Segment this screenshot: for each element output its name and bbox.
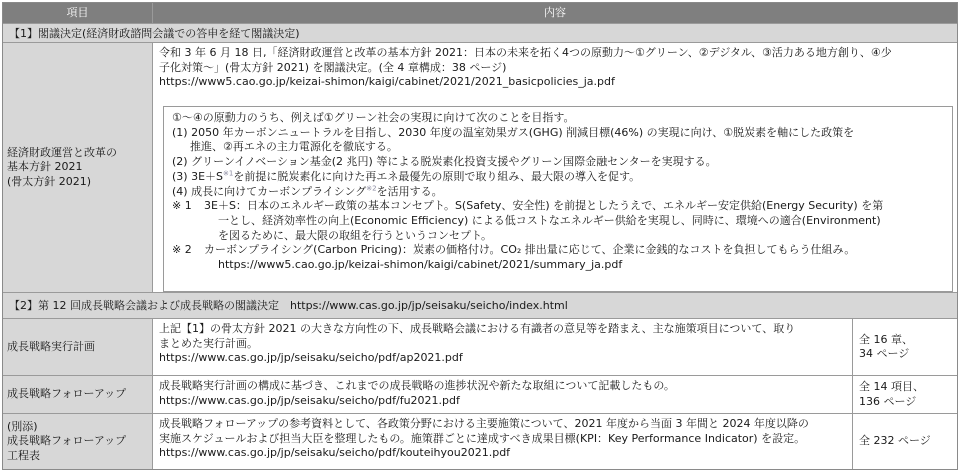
footnote-2-text: カーボンプライシング(Carbon Pricing)：炭素の価格付け。CO₂ 排出量に応じて、企業に金銭的なコストを負担してもらう仕組み。	[204, 243, 856, 257]
row-content-schedule	[153, 414, 853, 469]
label-line: 成長戦略フォローアップ	[7, 387, 127, 401]
box-item-3	[172, 170, 944, 185]
footnote-2-mark: ※ 2	[172, 243, 192, 257]
box-item-2: (2) グリーンイノベーション基金(2 兆円) 等による脱炭素化投資支援やグリーン国際金融センターを実現する。	[172, 155, 717, 169]
intro-line: 令和 3 年 6 月 18 日,「経済財政運営と改革の基本方針 2021：日本の未来を拓く4つの原動力～①グリーン、②デジタル、③活力ある地方創り、④少	[159, 46, 892, 59]
box-item-1: (1) 2050 年カーボンニュートラルを目指し、2030 年度の温室効果ガス(GHG) 削減目標(46%) の実現に向け、①脱炭素を軸にした政策を	[172, 125, 855, 139]
label-line: 成長戦略実行計画	[7, 339, 95, 353]
green-society-box	[163, 106, 953, 292]
label-line: (別添)	[7, 419, 38, 433]
section1-label	[3, 43, 153, 293]
row-content-follow-up	[153, 376, 853, 414]
label-line: 工程表	[7, 448, 40, 462]
item3-text-post: を前提に脱炭素化に向けた再エネ最優先の原則で取り組み、最大限の導入を促す。	[233, 169, 641, 183]
footnote-2	[172, 243, 944, 258]
meta-line: 34 ページ	[859, 347, 910, 360]
policy-table	[2, 2, 958, 470]
basic-policy-link[interactable]: https://www5.cao.go.jp/keizai-shimon/kaigi/cabinet/2021/2021_basicpolicies_ja.pdf	[159, 75, 615, 88]
summary-link[interactable]: https://www5.cao.go.jp/keizai-shimon/kaigi/cabinet/2021/summary_ja.pdf	[218, 258, 623, 272]
footnote-1-text: 3E＋S：日本のエネルギー政策の基本コンセプト。S(Safety、安全性) を前提としたうえで、エネルギー安定供給(Energy Security) を第	[204, 199, 884, 213]
label-line: 成長戦略フォローアップ	[7, 434, 127, 448]
intro-line: 子化対策～」(骨太方針 2021) を閣議決定。(全 4 章構成：38 ページ)	[159, 60, 507, 74]
row-meta-action-plan	[853, 319, 957, 376]
item4-text: (4) 成長に向けてカーボンプライシング	[172, 184, 367, 198]
header-content: 内容	[153, 3, 957, 24]
row-label-follow-up	[3, 376, 153, 414]
item3-text: (3) 3E＋S	[172, 169, 224, 183]
row-meta-schedule	[853, 414, 957, 469]
content-line: 成長戦略実行計画の構成に基づき、これまでの成長戦略の進捗状況や新たな取組について記載したもの。	[159, 379, 675, 392]
footnote-1	[172, 199, 944, 214]
follow-up-link[interactable]: https://www.cas.go.jp/jp/seisaku/seicho/pdf/fu2021.pdf	[159, 393, 460, 407]
row-meta-follow-up	[853, 376, 957, 414]
item4-text-post: を活用する。	[376, 184, 443, 198]
section2-title: 【2】第 12 回成長戦略会議および成長戦略の閣議決定 https://www.cas.go.jp/jp/seisaku/seicho/index.html	[3, 293, 957, 319]
content-line: 成長戦略フォローアップの参考資料として、各政策分野における主要施策について、2021 年度から当面 3 年間と 2024 年度以降の	[159, 417, 809, 430]
meta-line: 全 14 項目、	[859, 380, 924, 393]
row-content-action-plan	[153, 319, 853, 376]
box-lead: ①～④の原動力のうち、例えば①グリーン社会の実現に向けて次のことを目指す。	[172, 111, 575, 124]
header-item: 項目	[3, 3, 153, 24]
footnote-ref-2: ※2	[366, 183, 377, 192]
footnote-1-cont: を図るために、最大限の取組を行うというコンセプト。	[218, 228, 493, 242]
content-line: まとめた実行計画。	[159, 336, 258, 350]
row-label-schedule	[3, 414, 153, 469]
section1-title: 【1】閣議決定(経済財政諮問会議での答申を経て閣議決定)	[3, 24, 957, 43]
row-label-action-plan	[3, 319, 153, 376]
meta-line: 136 ページ	[859, 394, 917, 408]
footnote-1-mark: ※ 1	[172, 199, 192, 213]
label-line: (骨太方針 2021)	[7, 174, 92, 188]
meta-line: 全 16 章、	[859, 332, 913, 346]
label-line: 経済財政運営と改革の	[7, 145, 117, 159]
content-line: 上記【1】の骨太方針 2021 の大きな方向性の下、成長戦略会議における有識者の意見等を踏まえ、主な施策項目について、取り	[159, 322, 796, 335]
meta-line: 全 232 ページ	[859, 434, 931, 448]
footnote-1-cont: 一とし、経済効率性の向上(Economic Efficiency) による低コストなエネルギー供給を実現し、同時に、環境への適合(Environment)	[218, 213, 881, 227]
action-plan-link[interactable]: https://www.cas.go.jp/jp/seisaku/seicho/pdf/ap2021.pdf	[159, 351, 463, 364]
box-item-4	[172, 185, 944, 200]
box-item-1-cont: 推進、②再エネの主力電源化を徹底する。	[190, 140, 398, 154]
footnote-ref-1: ※1	[223, 169, 234, 178]
label-line: 基本方針 2021	[7, 160, 83, 174]
content-line: 実施スケジュールおよび担当大臣を整理したもの。施策群ごとに達成すべき成果目標(KPI：Key Performance Indicator) を設定。	[159, 431, 806, 445]
schedule-link[interactable]: https://www.cas.go.jp/jp/seisaku/seicho/pdf/kouteihyou2021.pdf	[159, 446, 511, 459]
